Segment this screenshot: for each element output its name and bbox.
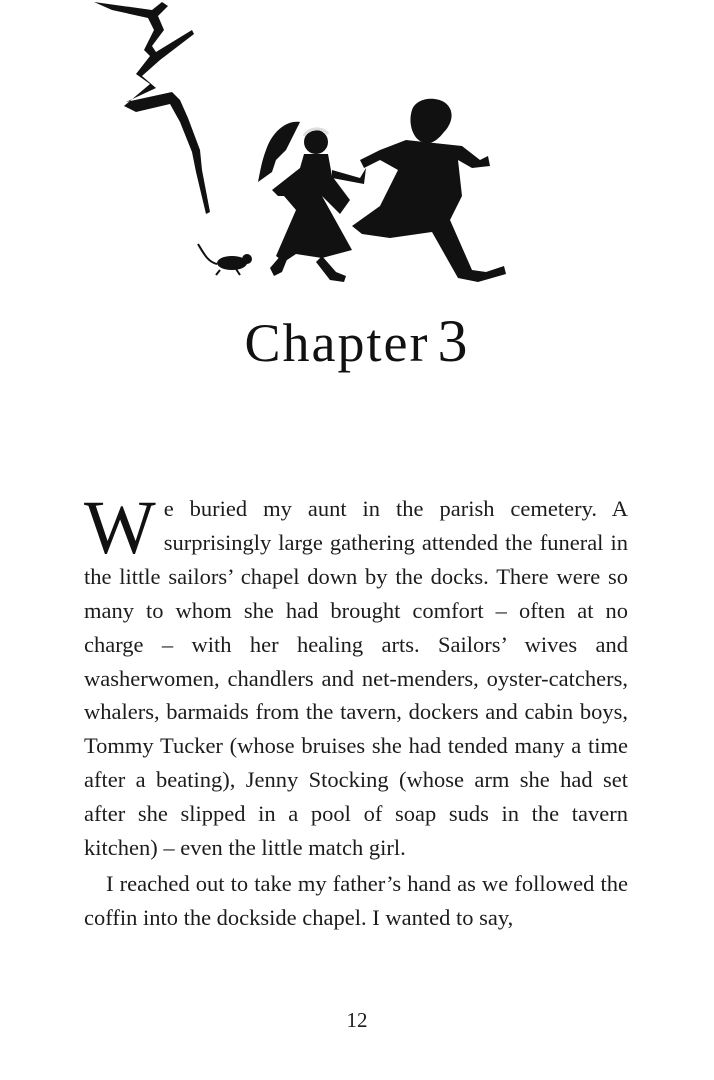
running-figures-lightning-illustration [60,0,540,300]
chapter-number: 3 [437,308,470,374]
girl-figure [258,122,366,282]
paragraph-1-text: e buried my aunt in the parish cemetery. A surprisingly large gathering attended the funeral in the little sailors’ chapel down by the docks. There were so many to whom she had brought comfort – often at no charge – with her healing arts. Sailors’ wives and washerwomen, chandlers and net-menders, oyster-catchers, whalers, barmaids from the tavern, dockers and cabin boys, Tommy Tucker (whose bruises she had tended many a time after a beating), Jenny Stocking (whose arm she had set after she slipped in a pool of soap suds in the tavern kitchen) – even the little match girl. [84,496,628,861]
chapter-illustration [60,0,540,300]
paragraph-1 [84,486,628,865]
man-figure [352,99,506,282]
chapter-label: Chapter [244,313,430,373]
chapter-title [0,305,714,379]
lightning-bolt [94,2,210,214]
paragraph-2 [84,867,628,935]
mouse-icon [198,244,252,275]
paragraph-2-text: I reached out to take my father’s hand as we followed the coffin into the dockside chapel. I wanted to say, [84,870,628,930]
page-number: 12 [346,1008,368,1032]
drop-cap: W [84,486,156,570]
body-text [84,486,628,935]
